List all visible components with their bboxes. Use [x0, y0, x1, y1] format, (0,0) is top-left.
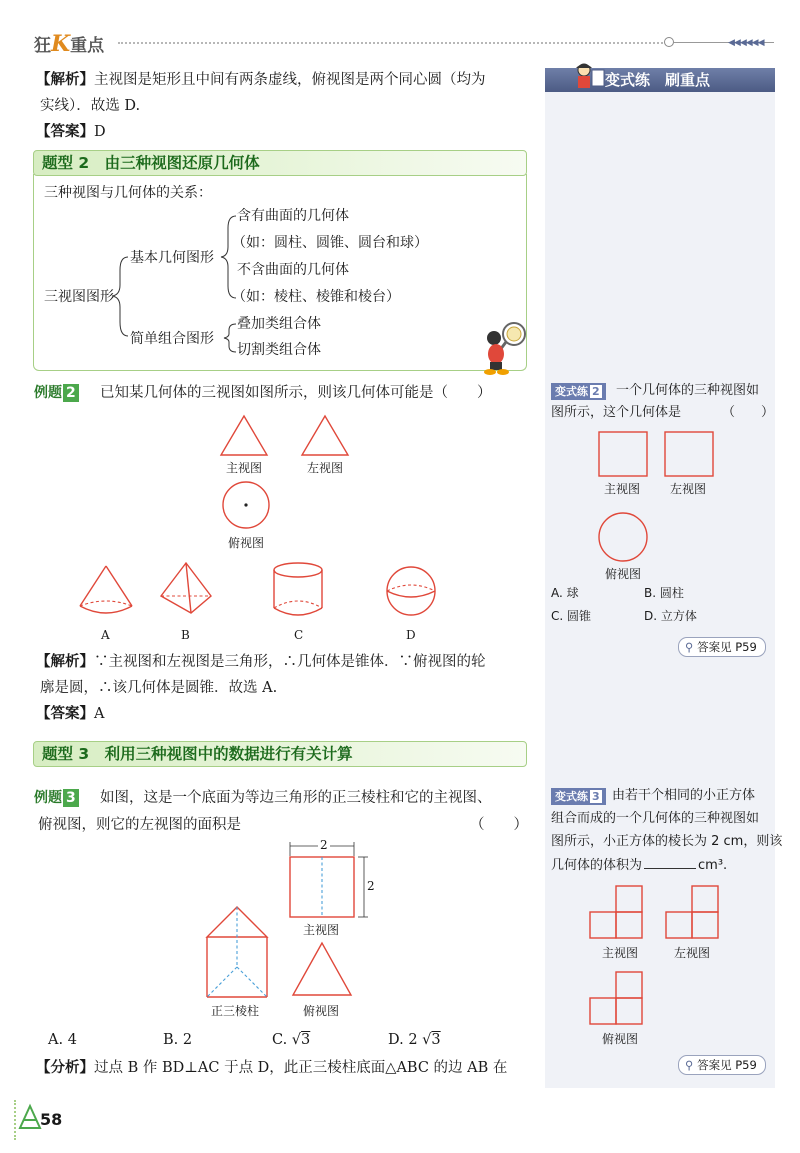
side-ex3-line1: 由若干个相同的小正方体	[612, 788, 756, 803]
ex3-cap-front: 主视图	[303, 923, 340, 937]
relation-heading: 三种视图与几何体的关系：	[44, 185, 212, 201]
key-icon: ⚲	[685, 1058, 694, 1072]
side-ex2-opt-b: B. 圆柱	[644, 586, 684, 600]
ex2-cap-top: 俯视图	[228, 536, 265, 550]
side-ex2-answer-ref: ⚲ 答案见 P59	[678, 637, 766, 657]
ex3-fenxi: 【分析】过点 B 作 BD⊥AC 于点 D，此正三棱柱底面△ABC 的边 AB 在	[36, 1060, 508, 1076]
ex3-option-b: B. 2	[163, 1032, 193, 1048]
side-ex2-line2: 图所示，这个几何体是	[551, 405, 682, 420]
type2-title-bar: 题型 2 由三种视图还原几何体	[33, 150, 527, 176]
side-ex3-line2: 组合而成的一个几何体的三种视图如	[551, 811, 760, 826]
side-ex2-opt-a: A. 球	[551, 586, 579, 600]
example2-label: 例题 2	[34, 384, 79, 402]
ex2-option-a: A	[101, 628, 110, 642]
side-ex2-tag: 变式练 2	[551, 383, 606, 400]
ex2-analysis-line1: 【解析】∵主视图和左视图是三角形，∴几何体是锥体．∵俯视图的轮	[36, 654, 486, 670]
ex3-dim-width: 2	[320, 838, 328, 852]
side-ex3-cap-front: 主视图	[602, 946, 639, 960]
relation-root: 三视图图形	[44, 289, 114, 305]
ex3-option-c: C. √3	[272, 1032, 311, 1048]
relation-combo: 简单组合图形	[130, 331, 214, 347]
relation-noncurved: 不含曲面的几何体	[237, 262, 349, 278]
key-icon: ⚲	[685, 640, 694, 654]
side-ex3-line3: 图所示，小正方体的棱长为 2 cm，则该	[551, 834, 783, 849]
side-ex2-opt-c: C. 圆锥	[551, 609, 592, 623]
ex2-cap-left: 左视图	[307, 461, 344, 475]
side-ex3-cap-top: 俯视图	[602, 1032, 639, 1046]
side-ex2-line1: 一个几何体的三种视图如	[616, 383, 760, 398]
ex2-answer: 【答案】A	[36, 706, 105, 722]
ex3-cap-prism: 正三棱柱	[211, 1004, 260, 1018]
relation-cut: 切割类组合体	[237, 342, 321, 358]
side-ex3-front	[590, 886, 642, 938]
ex3-cap-top: 俯视图	[303, 1004, 340, 1018]
side-ex2-cap-top: 俯视图	[605, 567, 642, 581]
ex3-option-a: A. 4	[48, 1032, 77, 1048]
header-logo: 狂K重点	[34, 31, 105, 57]
ex3-dim-height: 2	[367, 879, 375, 893]
example3-line2: 俯视图，则它的左视图的面积是	[38, 817, 241, 833]
example2-question: 已知某几何体的三视图如图所示，则该几何体可能是（ ）	[100, 385, 492, 401]
side-ex3-tag: 变式练 3	[551, 788, 606, 805]
relation-curved-examples: （如：圆柱、圆锥、圆台和球）	[232, 235, 428, 251]
page-number: 58	[40, 1110, 63, 1129]
ex2-option-d: D	[406, 628, 416, 642]
intro-answer: 【答案】D	[36, 124, 106, 140]
ex2-analysis-line2: 廓是圆，∴该几何体是圆锥．故选 A.	[40, 680, 278, 696]
side-ex2-cap-left: 左视图	[670, 482, 707, 496]
type3-title-bar: 题型 3 利用三种视图中的数据进行有关计算	[33, 741, 527, 767]
side-ex2-cap-front: 主视图	[604, 482, 641, 496]
side-ex3-left	[666, 886, 718, 938]
side-ex3-answer-ref: ⚲ 答案见 P59	[678, 1055, 766, 1075]
example3-line1: 如图，这是一个底面为等边三角形的正三棱柱和它的主视图、	[100, 790, 492, 806]
header-arrows: ◀◀◀◀◀◀	[728, 38, 764, 48]
side-ex2-paren: （ ）	[722, 405, 775, 420]
ex2-option-c: C	[294, 628, 304, 642]
ex2-cap-front: 主视图	[226, 461, 263, 475]
intro-analysis-line2: 实线）．故选 D.	[40, 98, 141, 114]
relation-noncurved-examples: （如：棱柱、棱锥和棱台）	[232, 289, 400, 305]
ex3-option-d: D. 2 √3	[388, 1032, 441, 1048]
relation-stack: 叠加类组合体	[237, 316, 321, 332]
intro-analysis-line1: 【解析】主视图是矩形且中间有两条虚线，俯视图是两个同心圆（均为	[36, 72, 486, 88]
relation-basic: 基本几何图形	[130, 250, 214, 266]
relation-curved: 含有曲面的几何体	[237, 208, 349, 224]
side-ex2-opt-d: D. 立方体	[644, 609, 697, 623]
side-ex3-line4: 几何体的体积为 cm³.	[551, 854, 727, 877]
sidebar-heading: 变式练 刷重点	[545, 68, 775, 92]
side-ex3-cap-left: 左视图	[674, 946, 711, 960]
side-ex3-top	[590, 972, 642, 1024]
example3-paren: （ ）	[470, 817, 528, 833]
example3-label: 例题 3	[34, 789, 79, 807]
ex2-option-b: B	[181, 628, 190, 642]
